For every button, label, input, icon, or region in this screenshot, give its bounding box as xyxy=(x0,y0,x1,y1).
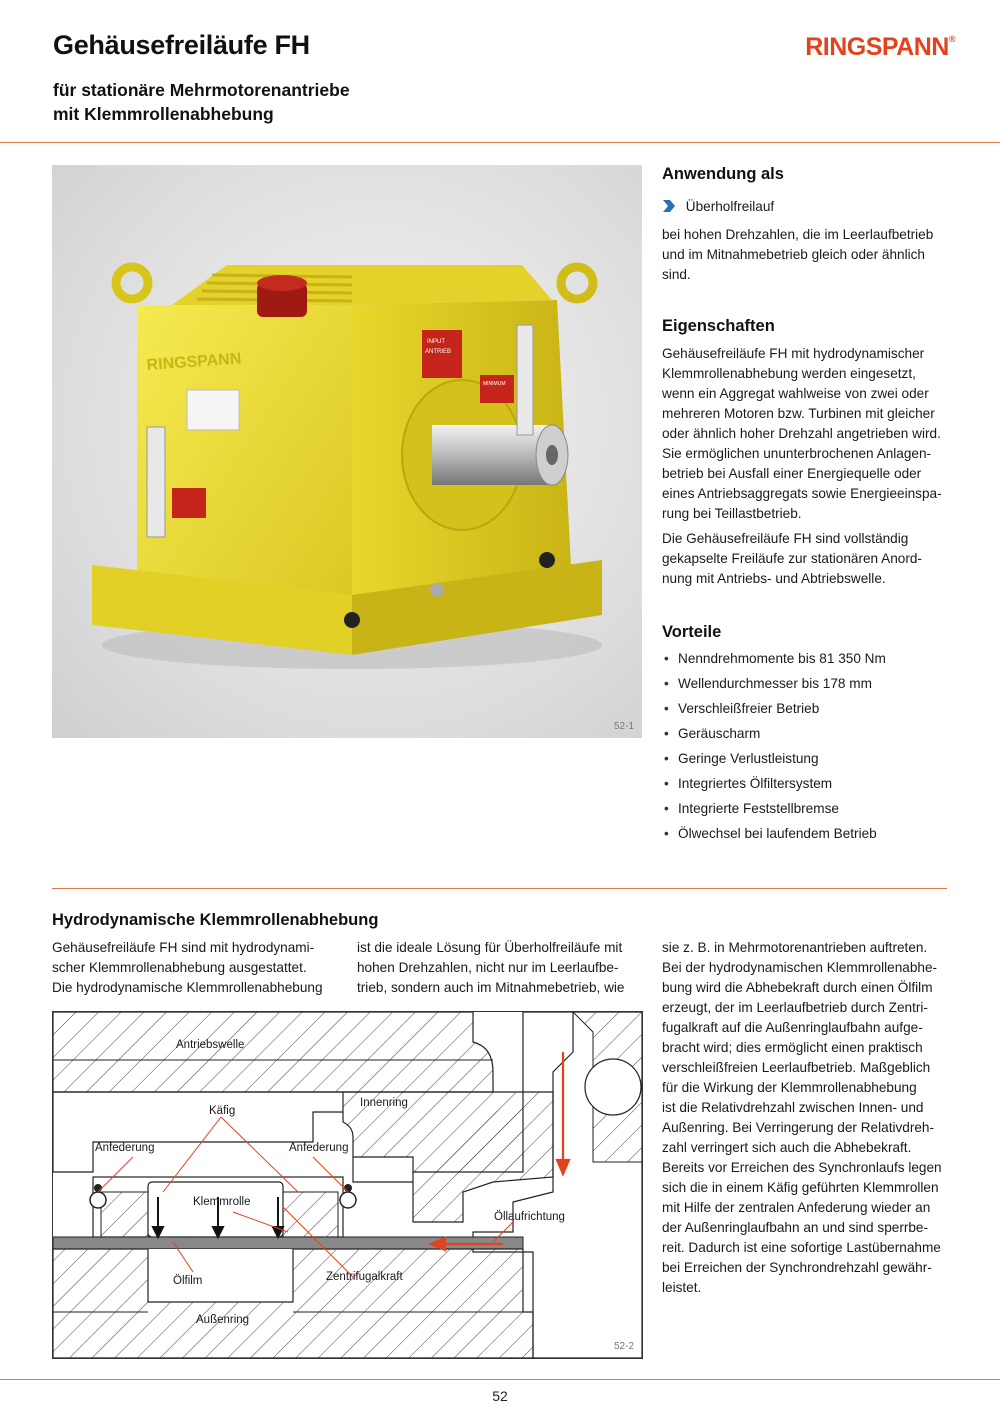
label-kaefig: Käfig xyxy=(209,1105,236,1117)
arrow-bullet-icon xyxy=(662,199,676,213)
label-anfederung-left: Anfederung xyxy=(95,1142,155,1154)
page-title: Gehäusefreiläufe FH xyxy=(53,30,310,60)
text-line: sie z. B. in Mehrmotorenantrieben auftreten. xyxy=(662,940,928,955)
text-line: Sie ermöglichen ununterbrochenen Anlagen- xyxy=(662,446,932,461)
text-line: Gehäusefreiläufe FH mit hydrodynamischer xyxy=(662,346,925,361)
text-line: gekapselte Freiläufe zur stationären Anord- xyxy=(662,551,922,566)
text-line: verschleißfreien Leerlaufbetrieb. Maßgeblich xyxy=(662,1060,931,1075)
list-item: • Integriertes Ölfiltersystem xyxy=(662,771,952,796)
text-line: ist die Relativdrehzahl zwischen Innen- und xyxy=(662,1100,924,1115)
list-item: • Integrierte Feststellbremse xyxy=(662,796,952,821)
label-oellaufrichtung: Öllaufrichtung xyxy=(494,1211,565,1223)
text-line: zahl verringert sich auch die Abhebekraft. xyxy=(662,1140,912,1155)
subtitle-line: für stationäre Mehrmotorenantriebe xyxy=(53,80,350,100)
list-item: • Verschleißfreier Betrieb xyxy=(662,696,952,721)
anwendung-heading: Anwendung als xyxy=(662,165,784,183)
anwendung-item-label: Überholfreilauf xyxy=(685,199,775,214)
eigenschaften-text xyxy=(662,344,948,589)
label-innenring: Innenring xyxy=(360,1097,408,1109)
list-item: • Geringe Verlustleistung xyxy=(662,746,952,771)
hydro-col3 xyxy=(662,938,948,1298)
registered-mark: ® xyxy=(948,33,955,44)
text-line: mit Hilfe der zentralen Anfederung wieder an xyxy=(662,1200,931,1215)
text-line: sind. xyxy=(662,267,691,282)
text-line: und im Mitnahmebetrieb gleich oder ähnlich xyxy=(662,247,925,262)
text-line: Klemmrollenabhebung werden eingesetzt, xyxy=(662,366,916,381)
product-photo xyxy=(52,165,642,738)
text-line: reit. Dadurch ist eine sofortige Lastübernahme xyxy=(662,1240,941,1255)
diagram-caption: 52-2 xyxy=(613,1341,634,1352)
anwendung-text xyxy=(662,225,948,285)
text-line: mehreren Motoren bzw. Turbinen mit gleicher xyxy=(662,406,935,421)
text-line: Die hydrodynamische Klemmrollenabhebung xyxy=(52,980,323,995)
text-line: rung bei Teillastbetrieb. xyxy=(662,506,802,521)
text-line: Außenring. Bei Verringerung der Relativdreh- xyxy=(662,1120,935,1135)
text-line: wenn ein Aggregat wahlweise von zwei oder xyxy=(662,386,929,401)
text-line: der Außenringlaufbahn an und sind sperrbe- xyxy=(662,1220,929,1235)
vorteile-heading: Vorteile xyxy=(662,623,722,641)
list-item: • Nenndrehmomente bis 81 350 Nm xyxy=(662,646,952,671)
text-line: sich die in einem Käfig geführten Klemmrollen xyxy=(662,1180,939,1195)
header-rule xyxy=(0,142,1000,143)
list-item: • Wellendurchmesser bis 178 mm xyxy=(662,671,952,696)
label-oelfilm: Ölfilm xyxy=(173,1275,203,1287)
hydro-col2 xyxy=(357,938,643,998)
text-line: ist die ideale Lösung für Überholfreiläufe mit xyxy=(357,940,623,955)
vorteile-list xyxy=(662,646,952,846)
label-klemmrolle: Klemmrolle xyxy=(193,1196,251,1208)
text-line: bei Erreichen der Synchrondrehzahl gewähr- xyxy=(662,1260,932,1275)
plate-input-text: INPUT xyxy=(427,339,445,345)
hydro-heading: Hydrodynamische Klemmrollenabhebung xyxy=(52,911,379,929)
list-item: • Geräuscharm xyxy=(662,721,952,746)
subtitle-line: mit Klemmrollenabhebung xyxy=(53,104,274,124)
photo-caption: 52-1 xyxy=(613,721,634,732)
label-zentrifugalkraft: Zentrifugalkraft xyxy=(326,1271,403,1283)
gear-unit-illustration xyxy=(52,165,642,738)
text-line: Bereits vor Erreichen des Synchronlaufs legen xyxy=(662,1160,942,1175)
label-antriebswelle: Antriebswelle xyxy=(176,1039,245,1051)
cast-brand-text: RINGSPANN xyxy=(146,350,242,374)
text-line: Bei der hydrodynamischen Klemmrollenabhe- xyxy=(662,960,938,975)
text-line: scher Klemmrollenabhebung ausgestattet. xyxy=(52,960,307,975)
text-line: bung wird die Abhebekraft durch einen Ölfilm xyxy=(662,980,933,995)
list-item: • Ölwechsel bei laufendem Betrieb xyxy=(662,821,952,846)
text-line: fugalkraft auf die Außenringlaufbahn aufge- xyxy=(662,1020,923,1035)
footer-rule xyxy=(0,1379,1000,1380)
section-rule xyxy=(52,888,947,889)
text-line: trieb, sondern auch im Mitnahmebetrieb, wie xyxy=(357,980,625,995)
text-line: Gehäusefreiläufe FH sind mit hydrodynami- xyxy=(52,940,315,955)
eigenschaften-heading: Eigenschaften xyxy=(662,317,775,335)
label-anfederung-right: Anfederung xyxy=(289,1142,349,1154)
page-subtitle xyxy=(53,78,350,126)
text-line: nung mit Antriebs- und Abtriebswelle. xyxy=(662,571,886,586)
logo-text: RINGSPANN xyxy=(805,33,949,61)
text-line: betrieb bei Ausfall einer Energiequelle oder xyxy=(662,466,922,481)
ringspann-logo xyxy=(805,33,955,62)
text-line: bei hohen Drehzahlen, die im Leerlaufbetrieb xyxy=(662,227,934,242)
plate-antrieb-text: ANTRIEB xyxy=(425,349,452,355)
text-line: eines Antriebsaggregats sowie Energieeinspa- xyxy=(662,486,942,501)
text-line: erzeugt, der im Leerlaufbetrieb durch Zentri- xyxy=(662,1000,928,1015)
plate-minimum-text: MINIMUM xyxy=(483,381,506,387)
page-number: 52 xyxy=(492,1388,508,1404)
text-line: für die Wirkung der Klemmrollenabhebung xyxy=(662,1080,917,1095)
sectional-diagram xyxy=(52,1011,643,1359)
text-line: leistet. xyxy=(662,1280,702,1295)
text-line: bracht wird; dies ermöglicht einen praktisch xyxy=(662,1040,923,1055)
text-line: Die Gehäusefreiläufe FH sind vollständig xyxy=(662,531,909,546)
hydro-col1 xyxy=(52,938,338,998)
label-aussenring: Außenring xyxy=(196,1314,250,1326)
anwendung-item xyxy=(662,199,774,214)
diagram-drawing xyxy=(53,1012,642,1358)
text-line: hohen Drehzahlen, nicht nur im Leerlaufbe- xyxy=(357,960,619,975)
text-line: oder ähnlich hoher Drehzahl angetrieben wird. xyxy=(662,426,941,441)
